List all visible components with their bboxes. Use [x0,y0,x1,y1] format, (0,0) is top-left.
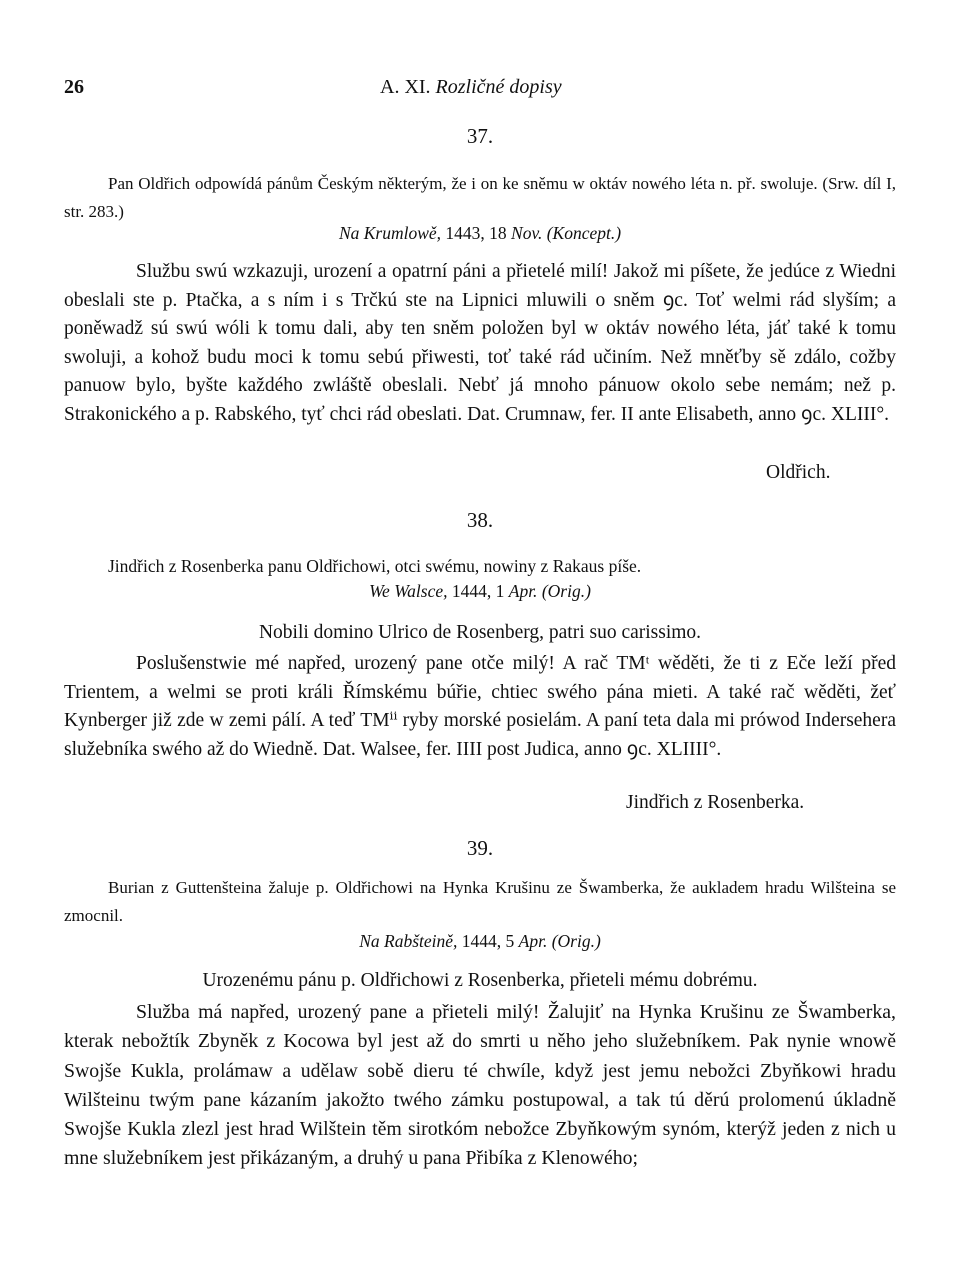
section-title: Rozličné dopisy [435,76,562,98]
letter-source: (Koncept.) [546,223,622,243]
letter-regest: Jindřich z Rosenberka panu Oldřichowi, otci swému, nowiny z Rakaus píše. [108,556,642,576]
letter-signature: Oldřich. [766,462,831,483]
letter-number: 37. [466,124,494,148]
letter-source: (Orig.) [541,581,591,601]
section-label: A. XI. [380,76,431,98]
letter-dateline [0,220,960,246]
letter-address: Urozenému pánu p. Oldřichowi z Rosenberka, přieteli mému dobrému. [202,970,758,991]
letter-source: (Orig.) [551,931,601,951]
letter-date: 1443, 18 [445,223,507,243]
letter-number: 39. [466,836,494,860]
letter-place: Na Krumlowě, [338,223,442,243]
letter-date: 1444, 1 [451,581,505,601]
letter-month: Nov. [511,223,543,243]
letter-address: Nobili domino Ulrico de Rosenberg, patri suo carissimo. [258,622,702,643]
letter-place: Na Rabšteině, [359,931,458,951]
page-number: 26 [64,76,84,98]
running-header [380,72,562,102]
letter-signature: Jindřich z Rosenberka. [626,792,805,813]
letter-body: Služba má napřed, urozený pane a přieteli milý! Žalujiť na Hynka Krušinu ze Šwamberka, kterak nebožtík Zbyněk z Kocowa byl jest až do smrti u něho jeho služebníkem. Pak nynie wnowě Swojše Kukla, prolámaw a udělaw sobě dieru té chwíle, když jest jemu nebožci Zbyňkowi hradu Wilšteinu twým pane kázaním jakožto twého zámku postupowal, a tak tú děrú prolomenú úkladně Swojše Kukla zlezl jest hrad Wilštein těm sirotkóm nebožce Zbyňkowým synóm, kterýž jeden z nich u mne služebníkem jest přikázaným, a druhý u pana Přibíka z Klenowého; [64,1001,896,1170]
letter-dateline [0,928,960,954]
letter-body: Službu swú wzkazuji, urození a opatrní páni a přietelé milí! Jakož mi píšete, že jedúce z Wiedni obeslali ste p. Ptačka, a s ním i s Trčkú ste na Lipnici mluwili o sněm ꝯc. Toť welmi rád slyším; a poněwadž sú swú wóli k tomu dali, aby ten sněm položen byl w oktáv nowého léta, jáť také k tomu swoluji, a kohož budu moci k tomu sebú přiwesti, toť také rád učiním. Než mněťby sě zdálo, cožby panuow bylo, byšte každého zwláště obeslali. Nebť já mnoho pánuow okolo sebe nemám; než p. Strakonického a p. Rabského, tyť chci rád obeslati. Dat. Crumnaw, fer. II ante Elisabeth, anno ꝯc. XLIII°. [64,261,896,425]
letter-regest: Pan Oldřich odpowídá pánům Českým některým, že i on ke sněmu w oktáv nowého léta n. př. swoluje. (Srw. díl I, str. 283.) [64,174,896,221]
letter-regest: Burian z Guttenšteina žaluje p. Oldřichowi na Hynka Krušinu ze Šwamberka, že aukladem hradu Wilšteina se zmocnil. [64,878,896,925]
letter-date: 1444, 5 [461,931,515,951]
letter-place: We Walsce, [369,581,448,601]
letter-body: Poslušenstwie mé napřed, urozený pane otče milý! A rač TMᵗ wěděti, že ti z Eče leží před Trientem, a welmi se proti králi Římskému búřie, chtiec swého pána mieti. A také rač wěděti, žeť Kynberger již zde w zemi pálí. A teď TMⁱⁱ ryby morské posielám. A paní teta dala mi prówod Indersehera služebníka swého až do Wiedně. Dat. Walsee, fer. IIII post Judica, anno ꝯc. XLIIII°. [64,653,896,760]
letter-dateline [0,578,960,604]
letter-month: Apr. [508,581,538,601]
letter-number: 38. [466,508,494,532]
letter-month: Apr. [518,931,548,951]
